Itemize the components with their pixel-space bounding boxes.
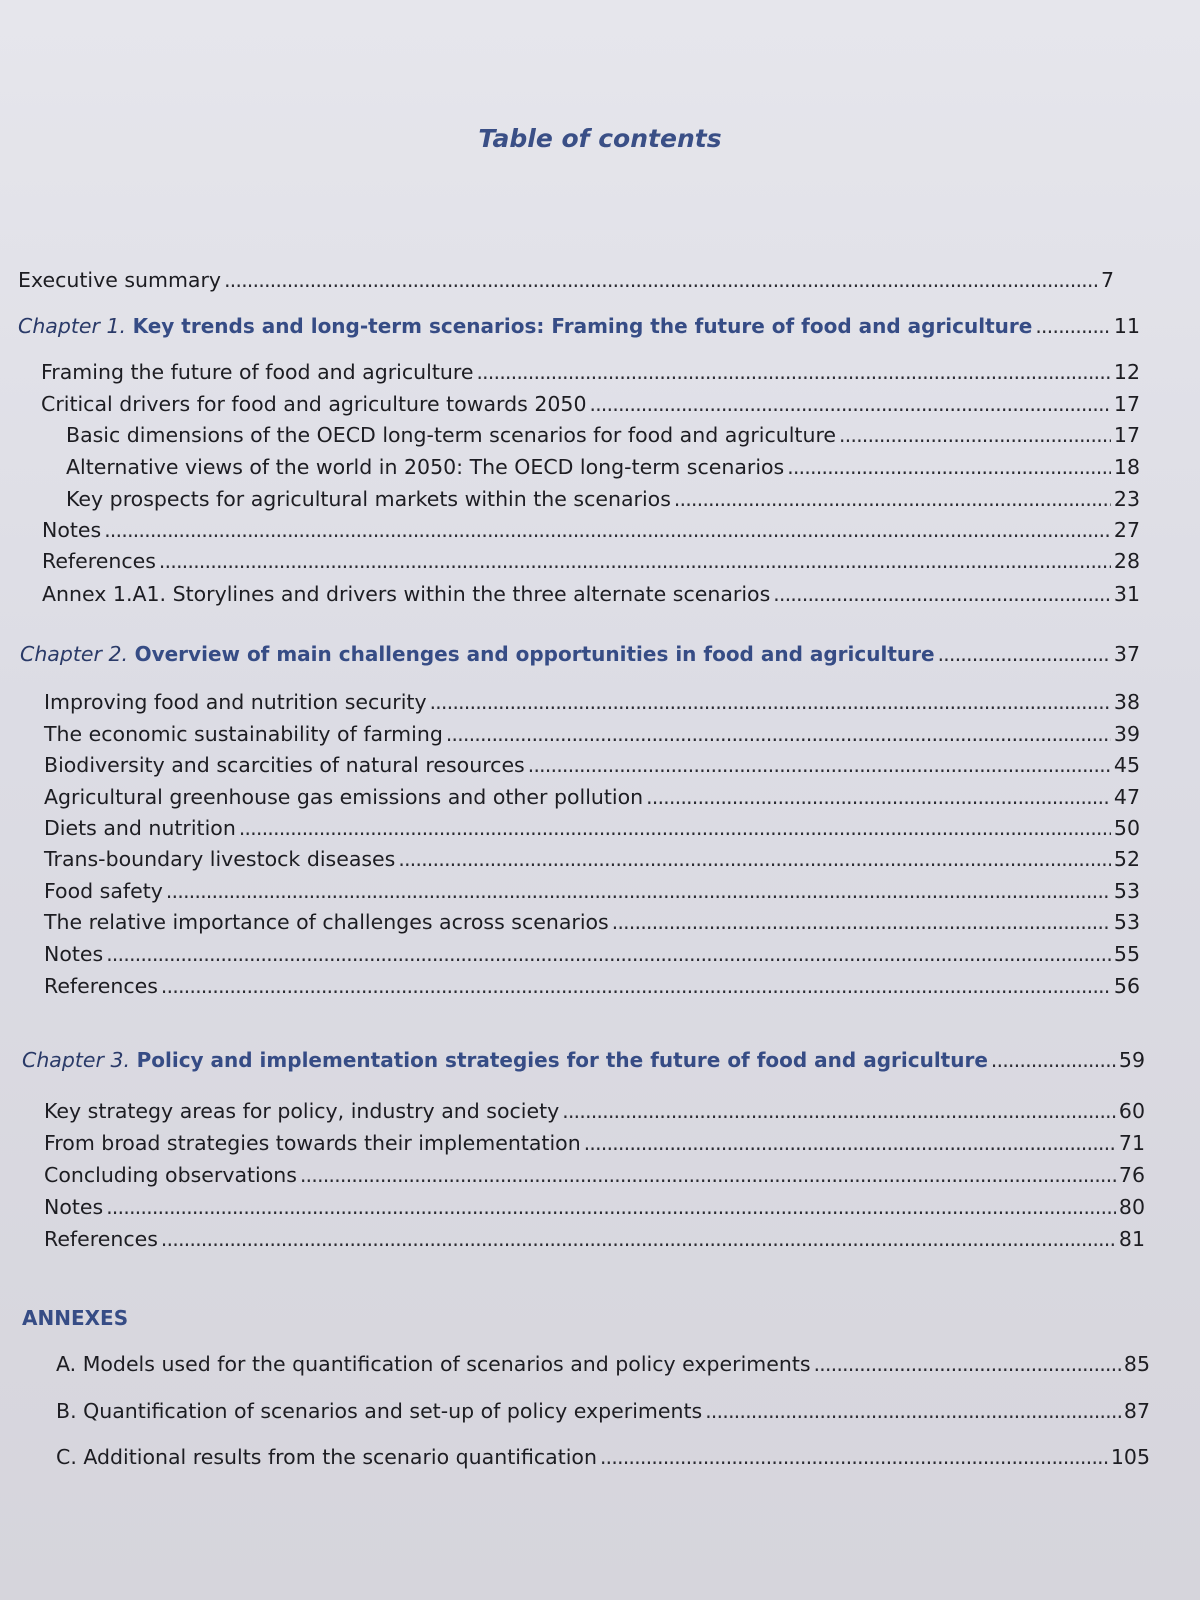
toc-entry-label: Food safety — [44, 879, 163, 903]
toc-entry-label: Concluding observations — [44, 1163, 297, 1187]
toc-chapter-3[interactable] — [22, 1046, 1145, 1074]
chapter-prefix: Chapter 2. — [20, 642, 129, 666]
toc-page-number: 53 — [1113, 910, 1140, 934]
toc-entry[interactable] — [44, 1129, 1145, 1157]
leader-dots — [476, 358, 1110, 386]
toc-entry-label: A. Models used for the quantification of scenarios and policy experiments — [56, 1352, 811, 1376]
annexes-heading: ANNEXES — [22, 1306, 129, 1330]
toc-entry[interactable] — [42, 516, 1140, 544]
toc-page-number: 27 — [1113, 518, 1140, 542]
chapter-title: Key trends and long-term scenarios: Framing the future of food and agriculture — [132, 314, 1033, 338]
leader-dots — [161, 972, 1111, 1000]
toc-entry[interactable] — [44, 1193, 1145, 1221]
toc-entry[interactable] — [44, 1225, 1145, 1253]
leader-dots — [814, 1350, 1121, 1378]
toc-page-number: 105 — [1110, 1445, 1150, 1469]
toc-entry-label: References — [44, 974, 158, 998]
toc-entry-label: B. Quantification of scenarios and set-up of policy experiments — [56, 1399, 703, 1423]
leader-dots — [773, 580, 1111, 608]
toc-annex-entry[interactable] — [56, 1350, 1150, 1378]
toc-entry[interactable] — [44, 688, 1140, 716]
leader-dots — [166, 877, 1111, 905]
toc-entry[interactable] — [44, 1161, 1145, 1189]
toc-entry-label: The relative importance of challenges across scenarios — [44, 910, 609, 934]
leader-dots — [300, 1161, 1116, 1189]
toc-entry[interactable] — [66, 485, 1140, 513]
toc-entry-label: Key strategy areas for policy, industry and society — [44, 1099, 560, 1123]
chapter-prefix: Chapter 3. — [22, 1048, 131, 1072]
toc-page-number: 85 — [1123, 1352, 1150, 1376]
toc-entry[interactable] — [66, 421, 1140, 449]
toc-entry[interactable] — [44, 751, 1140, 779]
toc-entry-label: Notes — [44, 942, 104, 966]
toc-page-number: 18 — [1113, 455, 1140, 479]
toc-chapter-1[interactable] — [18, 312, 1140, 340]
leader-dots — [446, 720, 1111, 748]
toc-entry[interactable] — [42, 547, 1140, 575]
leader-dots — [398, 845, 1111, 873]
toc-entry[interactable] — [44, 972, 1140, 1000]
toc-page-number: 28 — [1113, 549, 1140, 573]
toc-entry-label: Notes — [44, 1195, 104, 1219]
toc-entry-label: From broad strategies towards their implementation — [44, 1131, 581, 1155]
toc-page-number: 11 — [1113, 314, 1140, 338]
toc-entry-label: Framing the future of food and agriculture — [41, 360, 474, 384]
toc-entry[interactable] — [44, 845, 1140, 873]
toc-entry-executive-summary[interactable] — [18, 266, 1114, 294]
toc-entry-label: Diets and nutrition — [44, 816, 236, 840]
toc-entry-label: References — [42, 549, 156, 573]
leader-dots — [705, 1397, 1121, 1425]
toc-entry[interactable] — [44, 940, 1140, 968]
toc-entry-label: Key prospects for agricultural markets within the scenarios — [66, 487, 671, 511]
leader-dots — [528, 751, 1111, 779]
leader-dots — [161, 1225, 1116, 1253]
toc-entry[interactable] — [41, 358, 1140, 386]
toc-entry-label: Alternative views of the world in 2050: The OECD long-term scenarios — [66, 455, 785, 479]
toc-page-number: 17 — [1113, 392, 1140, 416]
chapter-title: Policy and implementation strategies for the future of food and agriculture — [136, 1048, 988, 1072]
leader-dots — [106, 940, 1111, 968]
leader-dots — [239, 814, 1111, 842]
leader-dots — [430, 688, 1111, 716]
toc-entry[interactable] — [44, 1097, 1145, 1125]
toc-page-number: 81 — [1118, 1227, 1145, 1251]
leader-dots — [646, 783, 1111, 811]
leader-dots — [839, 421, 1111, 449]
toc-entry[interactable] — [44, 877, 1140, 905]
leader-dots — [159, 547, 1111, 575]
leader-dots — [612, 908, 1111, 936]
toc-page-number: 7 — [1100, 268, 1114, 292]
toc-entry-label: Executive summary — [18, 268, 222, 292]
leader-dots — [991, 1046, 1116, 1074]
leader-dots — [1035, 312, 1111, 340]
toc-page-number: 87 — [1123, 1399, 1150, 1423]
leader-dots — [600, 1443, 1108, 1471]
leader-dots — [104, 516, 1111, 544]
toc-page-number: 56 — [1113, 974, 1140, 998]
toc-chapter-2[interactable] — [20, 640, 1140, 668]
toc-page-number: 39 — [1113, 722, 1140, 746]
leader-dots — [562, 1097, 1116, 1125]
toc-page-number: 76 — [1118, 1163, 1145, 1187]
toc-page-number: 38 — [1113, 690, 1140, 714]
toc-entry-label: Improving food and nutrition security — [44, 690, 427, 714]
toc-entry-label: Annex 1.A1. Storylines and drivers within the three alternate scenarios — [42, 582, 771, 606]
toc-page-number: 47 — [1113, 785, 1140, 809]
leader-dots — [224, 266, 1098, 294]
toc-entry[interactable] — [41, 390, 1140, 418]
toc-page-number: 23 — [1113, 487, 1140, 511]
leader-dots — [938, 640, 1111, 668]
toc-entry[interactable] — [44, 720, 1140, 748]
toc-annex-entry[interactable] — [56, 1397, 1150, 1425]
toc-page-number: 71 — [1118, 1131, 1145, 1155]
toc-page-number: 31 — [1113, 582, 1140, 606]
toc-entry-label: Trans-boundary livestock diseases — [44, 847, 396, 871]
toc-entry[interactable] — [44, 783, 1140, 811]
toc-entry[interactable] — [42, 580, 1140, 608]
toc-page-number: 52 — [1113, 847, 1140, 871]
chapter-prefix: Chapter 1. — [18, 314, 127, 338]
leader-dots — [584, 1129, 1116, 1157]
leader-dots — [787, 453, 1111, 481]
toc-page-number: 12 — [1113, 360, 1140, 384]
toc-entry-label: References — [44, 1227, 158, 1251]
toc-annex-entry[interactable] — [56, 1443, 1150, 1471]
toc-entry-label: The economic sustainability of farming — [44, 722, 443, 746]
toc-entry-label: Critical drivers for food and agriculture towards 2050 — [41, 392, 587, 416]
toc-page-number: 80 — [1118, 1195, 1145, 1219]
toc-entry[interactable] — [66, 453, 1140, 481]
toc-entry[interactable] — [44, 814, 1140, 842]
leader-dots — [674, 485, 1111, 513]
toc-entry-label: C. Additional results from the scenario quantification — [56, 1445, 597, 1469]
toc-page-number: 17 — [1113, 423, 1140, 447]
toc-entry-label: Agricultural greenhouse gas emissions and other pollution — [44, 785, 644, 809]
toc-page-number: 37 — [1113, 642, 1140, 666]
toc-page-number: 53 — [1113, 879, 1140, 903]
toc-entry-label: Biodiversity and scarcities of natural resources — [44, 753, 525, 777]
page-title: Table of contents — [478, 124, 722, 153]
toc-page-number: 59 — [1118, 1048, 1145, 1072]
toc-entry-label: Notes — [42, 518, 102, 542]
toc-page-number: 50 — [1113, 816, 1140, 840]
toc-page-number: 60 — [1118, 1099, 1145, 1123]
chapter-title: Overview of main challenges and opportunities in food and agriculture — [134, 642, 935, 666]
leader-dots — [590, 390, 1111, 418]
toc-entry-label: Basic dimensions of the OECD long-term scenarios for food and agriculture — [66, 423, 837, 447]
toc-entry[interactable] — [44, 908, 1140, 936]
toc-page-number: 45 — [1113, 753, 1140, 777]
leader-dots — [106, 1193, 1116, 1221]
toc-page-number: 55 — [1113, 942, 1140, 966]
